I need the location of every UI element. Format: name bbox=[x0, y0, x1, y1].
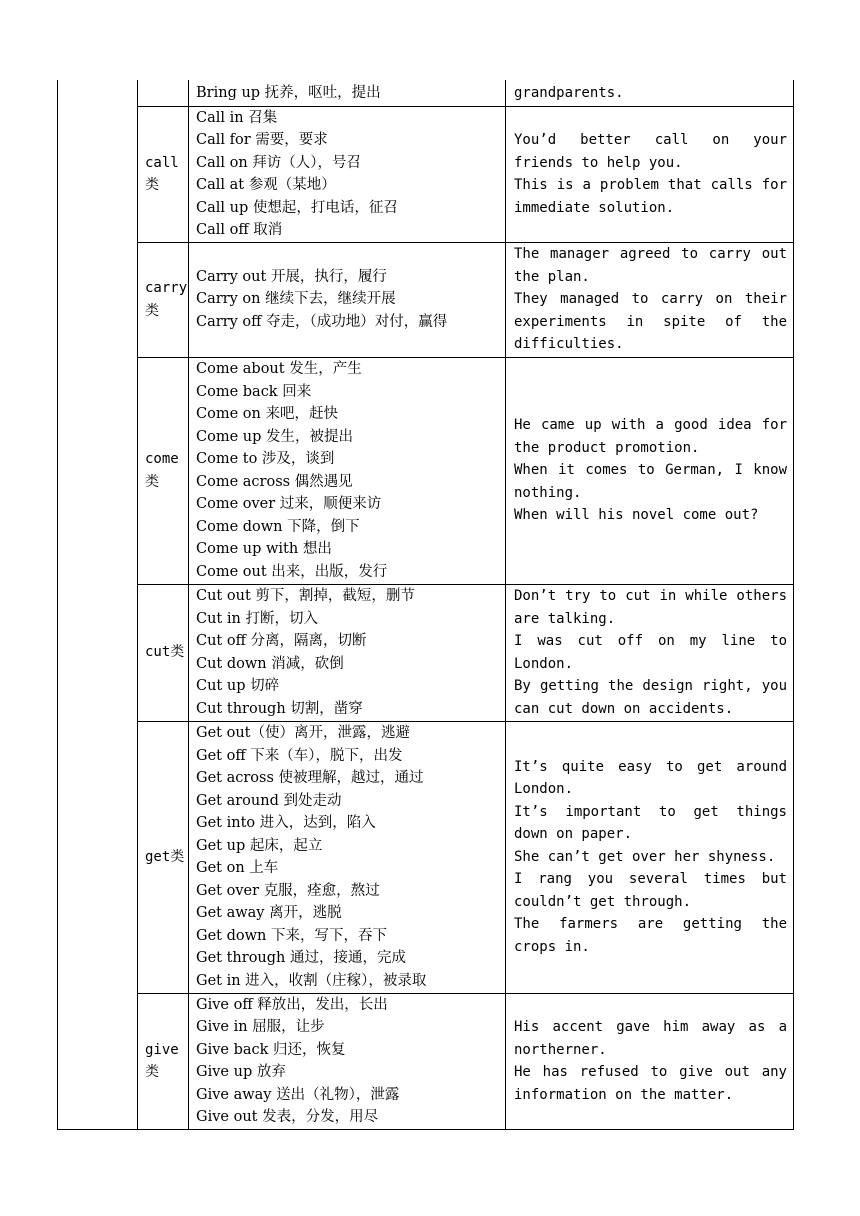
example-cell bbox=[506, 80, 794, 106]
example-sentence: They managed to carry on their experiments in spite of the difficulties. bbox=[514, 291, 787, 353]
category-label: come类 bbox=[145, 451, 179, 490]
phrase-line: Cut up 切碎 bbox=[196, 678, 280, 694]
phrase-line: Come about 发生，产生 bbox=[196, 361, 362, 377]
example-sentence: It’s important to get things down on paper. bbox=[514, 803, 787, 843]
phrase-cell bbox=[189, 721, 506, 993]
table-row-continued bbox=[58, 80, 794, 106]
phrase-cell bbox=[189, 357, 506, 584]
example-sentence: She can’t get over her shyness. bbox=[514, 848, 776, 865]
category-label: call类 bbox=[145, 154, 179, 193]
phrase-line: Come back 回来 bbox=[196, 383, 312, 400]
phrase-line: Call at 参观（某地） bbox=[196, 177, 336, 193]
phrase-line: Bring up 抚养，呕吐，提出 bbox=[196, 84, 381, 101]
phrase-line: Give up 放弃 bbox=[196, 1064, 286, 1080]
phrase-line: Come across 偶然遇见 bbox=[196, 473, 353, 490]
category-cell bbox=[138, 106, 189, 242]
example-sentence: I was cut off on my line to London. bbox=[514, 633, 787, 672]
phrase-line: Give out 发表，分发，用尽 bbox=[196, 1109, 379, 1125]
table-row-3 bbox=[58, 584, 794, 721]
category-cell bbox=[138, 357, 189, 584]
phrase-line: Get up 起床，起立 bbox=[196, 837, 323, 854]
phrase-line: Call off 取消 bbox=[196, 222, 283, 238]
phrase-line: Get through 通过，接通，完成 bbox=[196, 950, 406, 966]
phrase-line: Come out 出来，出版，发行 bbox=[196, 563, 388, 580]
phrase-line: Give back 归还，恢复 bbox=[196, 1041, 346, 1058]
example-sentence: This is a problem that calls for immediate solution. bbox=[514, 177, 787, 216]
phrase-line: Cut out 剪下，割掉，截短，删节 bbox=[196, 588, 415, 604]
example-sentence: The farmers are getting the crops in. bbox=[514, 916, 787, 955]
example-cell bbox=[506, 993, 794, 1129]
phrase-line: Call in 召集 bbox=[196, 109, 278, 126]
phrase-line: Come up 发生，被提出 bbox=[196, 428, 353, 445]
phrase-line: Give away 送出（礼物），泄露 bbox=[196, 1086, 400, 1103]
phrase-line: Call up 使想起，打电话，征召 bbox=[196, 199, 398, 216]
example-sentence: His accent gave him away as a northerner. bbox=[514, 1019, 787, 1058]
phrase-line: Get around 到处走动 bbox=[196, 792, 342, 809]
phrasal-verb-table bbox=[57, 80, 794, 1130]
phrase-line: Get across 使被理解，越过，通过 bbox=[196, 770, 424, 786]
example-line: grandparents. bbox=[514, 84, 624, 101]
example-cell bbox=[506, 721, 794, 993]
table-row-5 bbox=[58, 993, 794, 1129]
phrase-cell bbox=[189, 80, 506, 106]
category-cell bbox=[138, 242, 189, 357]
phrase-line: Come down 下降，倒下 bbox=[196, 518, 360, 535]
category-label: cut类 bbox=[145, 644, 185, 661]
phrase-line: Carry off 夺走，（成功地）对付，赢得 bbox=[196, 313, 448, 330]
example-sentence: He came up with a good idea for the product promotion. bbox=[514, 417, 787, 456]
phrase-line: Get into 进入，达到，陷入 bbox=[196, 815, 376, 831]
table-row-0 bbox=[58, 106, 794, 242]
phrase-line: Cut through 切割，凿穿 bbox=[196, 700, 363, 717]
example-cell bbox=[506, 242, 794, 357]
phrase-line: Give off 释放出，发出，长出 bbox=[196, 996, 388, 1013]
phrase-line: Come on 来吧，赶快 bbox=[196, 406, 338, 422]
example-sentence: The manager agreed to carry out the plan. bbox=[514, 246, 787, 285]
example-cell bbox=[506, 357, 794, 584]
phrase-line: Come up with 想出 bbox=[196, 541, 332, 557]
example-sentence: When it comes to German, I know nothing. bbox=[514, 462, 787, 501]
example-sentence: You’d better call on your friends to help you. bbox=[514, 132, 787, 171]
phrase-line: Get away 离开，逃脱 bbox=[196, 905, 342, 921]
table-body bbox=[58, 80, 794, 1129]
table-row-4 bbox=[58, 721, 794, 993]
example-cell bbox=[506, 106, 794, 242]
phrase-line: Call on 拜访（人），号召 bbox=[196, 154, 362, 171]
phrase-line: Get in 进入，收割（庄稼），被录取 bbox=[196, 972, 427, 989]
phrase-line: Get off 下来（车），脱下，出发 bbox=[196, 747, 403, 764]
phrase-line: Cut down 消减，砍倒 bbox=[196, 655, 344, 672]
phrase-line: Get out（使）离开，泄露，逃避 bbox=[196, 725, 410, 741]
phrase-line: Cut in 打断，切入 bbox=[196, 610, 318, 627]
category-cell bbox=[138, 584, 189, 721]
example-cell bbox=[506, 584, 794, 721]
phrase-line: Come to 涉及，谈到 bbox=[196, 451, 335, 467]
category-cell bbox=[138, 721, 189, 993]
phrase-cell bbox=[189, 242, 506, 357]
example-sentence: It’s quite easy to get around London. bbox=[514, 758, 787, 798]
phrase-line: Get down 下来，写下，吞下 bbox=[196, 927, 387, 944]
phrase-cell bbox=[189, 106, 506, 242]
phrase-line: Cut off 分离，隔离，切断 bbox=[196, 633, 367, 649]
outer-left-column bbox=[58, 80, 138, 1129]
phrase-cell bbox=[189, 993, 506, 1129]
phrase-line: Carry on 继续下去，继续开展 bbox=[196, 291, 396, 308]
phrase-line: Carry out 开展，执行，履行 bbox=[196, 268, 387, 285]
category-cell bbox=[138, 993, 189, 1129]
phrase-line: Call for 需要，要求 bbox=[196, 132, 328, 148]
example-sentence: Don’t try to cut in while others are talking. bbox=[514, 588, 787, 627]
category-label: get类 bbox=[145, 848, 185, 865]
example-sentence: When will his novel come out? bbox=[514, 507, 759, 524]
phrase-line: Give in 屈服，让步 bbox=[196, 1019, 325, 1035]
example-sentence: By getting the design right, you can cut down on accidents. bbox=[514, 678, 787, 717]
phrase-line: Get on 上车 bbox=[196, 860, 279, 876]
category-label: give类 bbox=[145, 1041, 179, 1080]
category-label: carry类 bbox=[145, 280, 188, 319]
phrase-cell bbox=[189, 584, 506, 721]
example-sentence: He has refused to give out any information on the matter. bbox=[514, 1064, 787, 1103]
category-cell-empty bbox=[138, 80, 189, 106]
phrase-line: Get over 克服，痊愈，熬过 bbox=[196, 882, 380, 899]
table-row-1 bbox=[58, 242, 794, 357]
example-sentence: I rang you several times but couldn’t get through. bbox=[514, 871, 787, 910]
phrase-line: Come over 过来，顺便来访 bbox=[196, 496, 382, 512]
table-row-2 bbox=[58, 357, 794, 584]
